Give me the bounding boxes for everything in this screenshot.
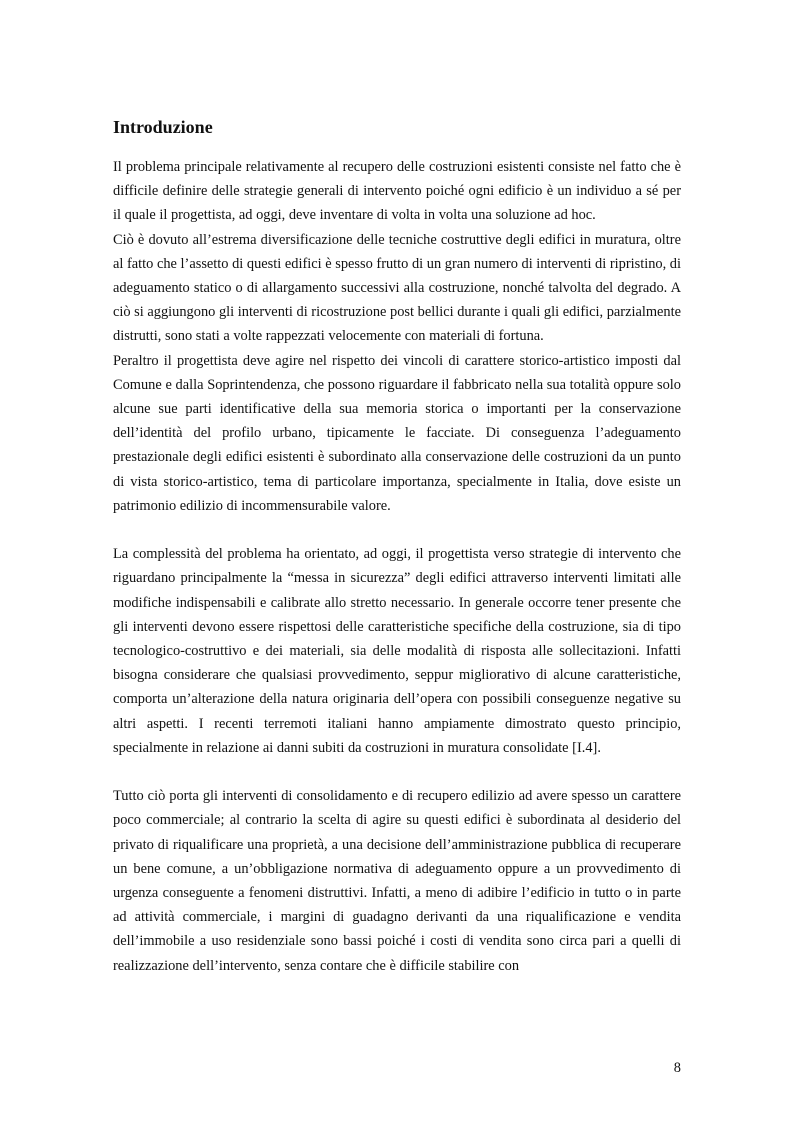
paragraph-5: Tutto ciò porta gli interventi di consolidamento e di recupero edilizio ad avere spesso un carattere poco commerciale; al contrario la scelta di agire su questi edifici è subordinata al desiderio del privato di riqualificare una proprietà, a una decisione dell’amministrazione pubblica di recuperare un bene comune, a un’obbligazione normativa di adeguamento oppure a un provvedimento di urgenza conseguente a fenomeni distruttivi. Infatti, a meno di adibire l’edificio in tutto o in parte ad attività commerciale, i margini di guadagno derivanti da una riqualificazione e vendita dell’immobile a uso residenziale sono bassi poiché i costi di vendita sono circa pari a quelli di realizzazione dell’intervento, senza contare che è difficile stabilire con <box>113 788 681 974</box>
section-heading: Introduzione <box>113 117 213 137</box>
body-text <box>113 155 681 978</box>
page-number: 8 <box>673 1060 681 1076</box>
paragraph-3: Peraltro il progettista deve agire nel rispetto dei vincoli di carattere storico-artistico imposti dal Comune e dalla Soprintendenza, che possono riguardare il fabbricato nella sua totalità oppure solo alcune sue parti identificative della sua memoria storica o importanti per la conservazione dell’identità del profilo urbano, tipicamente le facciate. Di conseguenza l’adeguamento prestazionale degli edifici esistenti è subordinato alla conservazione delle costruzioni da un punto di vista storico-artistico, tema di particolare importanza, specialmente in Italia, dove esiste un patrimonio edilizio di incommensurabile valore. <box>113 352 681 514</box>
paragraph-2: Ciò è dovuto all’estrema diversificazione delle tecniche costruttive degli edifici in muratura, oltre al fatto che l’assetto di questi edifici è spesso frutto di un gran numero di interventi di ripristino, di adeguamento statico o di allargamento successivi alla costruzione, nonché talvolta del degrado. A ciò si aggiungono gli interventi di ricostruzione post bellici durante i quali gli edifici, parzialmente distrutti, sono stati a volte rappezzati velocemente con materiali di fortuna. <box>113 231 681 345</box>
paragraph-4: La complessità del problema ha orientato, ad oggi, il progettista verso strategie di intervento che riguardano principalmente la “messa in sicurezza” degli edifici attraverso interventi limitati alle modifiche indispensabili e calibrate allo stretto necessario. In generale occorre tener presente che gli interventi devono essere rispettosi delle caratteristiche specifiche della costruzione, sia di tipo tecnologico-costruttivo e dei materiali, sia delle modalità di risposta alle sollecitazioni. Infatti bisogna considerare che qualsiasi provvedimento, seppur migliorativo di alcune caratteristiche, comporta un’alterazione della natura originaria dell’opera con possibili conseguenze negative su altri aspetti. I recenti terremoti italiani hanno ampiamente dimostrato questo principio, specialmente in relazione ai danni subiti da costruzioni in muratura consolidate [I.4]. <box>113 546 681 756</box>
paragraph-1: Il problema principale relativamente al recupero delle costruzioni esistenti consiste nel fatto che è difficile definire delle strategie generali di intervento poiché ogni edificio è un individuo a sé per il quale il progettista, ad oggi, deve inventare di volta in volta una soluzione ad hoc. <box>113 159 681 224</box>
